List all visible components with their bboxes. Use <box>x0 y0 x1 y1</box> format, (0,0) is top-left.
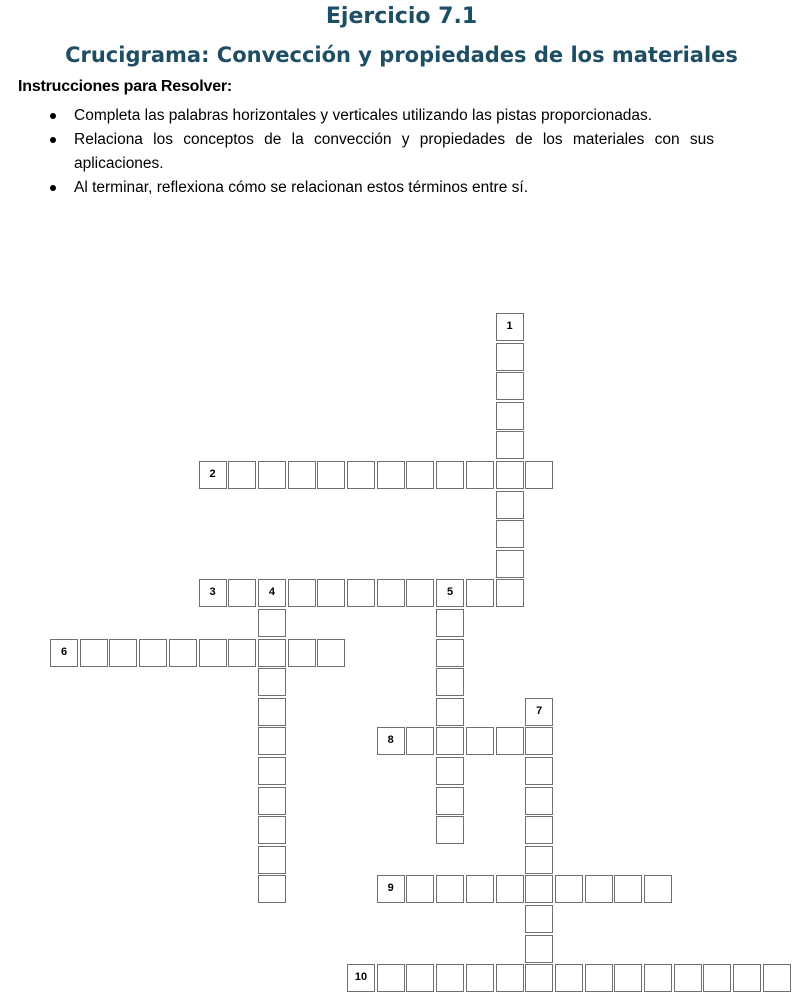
crossword-cell[interactable] <box>347 964 375 992</box>
crossword-cell[interactable] <box>139 639 167 667</box>
instruction-item: Relaciona los conceptos de la convección y propiedades de los materiales con sus aplicaciones. <box>50 128 714 176</box>
crossword-cell[interactable] <box>436 787 464 815</box>
crossword-cell[interactable] <box>50 639 78 667</box>
crossword-cell[interactable] <box>228 461 256 489</box>
crossword-cell[interactable] <box>555 964 583 992</box>
crossword-cell[interactable] <box>228 579 256 607</box>
clue-number: 8 <box>387 734 394 747</box>
crossword-cell[interactable] <box>496 491 524 519</box>
crossword-cell[interactable] <box>347 579 375 607</box>
crossword-cell[interactable] <box>436 816 464 844</box>
crossword-cell[interactable] <box>644 964 672 992</box>
crossword-cell[interactable] <box>466 461 494 489</box>
crossword-cell[interactable] <box>406 964 434 992</box>
crossword-cell[interactable] <box>525 846 553 874</box>
crossword-cell[interactable] <box>585 875 613 903</box>
clue-number: 3 <box>209 586 216 599</box>
exercise-title: Ejercicio 7.1 <box>325 4 478 29</box>
crossword-cell[interactable] <box>585 964 613 992</box>
crossword-cell[interactable] <box>377 727 405 755</box>
crossword-cell[interactable] <box>525 935 553 963</box>
crossword-cell[interactable] <box>466 875 494 903</box>
crossword-cell[interactable] <box>436 579 464 607</box>
crossword-cell[interactable] <box>347 461 375 489</box>
crossword-cell[interactable] <box>436 757 464 785</box>
clue-number: 2 <box>209 468 216 480</box>
crossword-cell[interactable] <box>496 550 524 578</box>
crossword-cell[interactable] <box>436 964 464 992</box>
crossword-cell[interactable] <box>258 579 286 607</box>
crossword-title: Crucigrama: Convección y propiedades de los materiales <box>65 43 738 67</box>
crossword-cell[interactable] <box>525 757 553 785</box>
crossword-cell[interactable] <box>525 905 553 933</box>
crossword-cell[interactable] <box>317 579 345 607</box>
crossword-cell[interactable] <box>258 461 286 489</box>
crossword-cell[interactable] <box>525 964 553 992</box>
crossword-cell[interactable] <box>733 964 761 992</box>
crossword-cell[interactable] <box>466 727 494 755</box>
crossword-cell[interactable] <box>377 461 405 489</box>
crossword-cell[interactable] <box>258 698 286 726</box>
crossword-cell[interactable] <box>109 639 137 667</box>
crossword-cell[interactable] <box>496 520 524 548</box>
crossword-cell[interactable] <box>466 964 494 992</box>
clue-number: 4 <box>268 586 275 599</box>
crossword-cell[interactable] <box>377 579 405 607</box>
crossword-cell[interactable] <box>525 816 553 844</box>
crossword-cell[interactable] <box>288 639 316 667</box>
crossword-cell[interactable] <box>436 668 464 696</box>
crossword-cell[interactable] <box>258 639 286 667</box>
crossword-cell[interactable] <box>436 461 464 489</box>
crossword-cell[interactable] <box>496 372 524 400</box>
crossword-cell[interactable] <box>763 964 791 992</box>
crossword-cell[interactable] <box>436 875 464 903</box>
crossword-cell[interactable] <box>496 579 524 607</box>
crossword-cell[interactable] <box>288 579 316 607</box>
crossword-cell[interactable] <box>496 727 524 755</box>
crossword-cell[interactable] <box>377 875 405 903</box>
crossword-cell[interactable] <box>466 579 494 607</box>
crossword-cell[interactable] <box>496 461 524 489</box>
crossword-cell[interactable] <box>496 875 524 903</box>
crossword-cell[interactable] <box>80 639 108 667</box>
clue-number: 9 <box>387 882 394 895</box>
crossword-cell[interactable] <box>317 639 345 667</box>
crossword-cell[interactable] <box>436 698 464 726</box>
clue-number: 1 <box>506 320 513 332</box>
crossword-cell[interactable] <box>436 639 464 667</box>
crossword-cell[interactable] <box>317 461 345 489</box>
crossword-cell[interactable] <box>199 461 227 489</box>
crossword-cell[interactable] <box>436 609 464 637</box>
crossword-cell[interactable] <box>525 727 553 755</box>
crossword-cell[interactable] <box>496 964 524 992</box>
clue-number: 7 <box>536 704 543 717</box>
crossword-cell[interactable] <box>525 875 553 903</box>
crossword-cell[interactable] <box>436 727 464 755</box>
crossword-cell[interactable] <box>228 639 256 667</box>
crossword-cell[interactable] <box>169 639 197 667</box>
crossword-cell[interactable] <box>525 461 553 489</box>
crossword-cell[interactable] <box>496 343 524 371</box>
crossword-cell[interactable] <box>258 816 286 844</box>
instruction-item: Completa las palabras horizontales y verticales utilizando las pistas proporcionadas. <box>50 104 714 128</box>
instructions-heading: Instrucciones para Resolver: <box>18 78 233 95</box>
clue-number: 10 <box>354 971 368 984</box>
crossword-cell[interactable] <box>674 964 702 992</box>
crossword-cell[interactable] <box>258 787 286 815</box>
crossword-cell[interactable] <box>496 313 524 341</box>
crossword-cell[interactable] <box>258 668 286 696</box>
crossword-cell[interactable] <box>406 727 434 755</box>
crossword-cell[interactable] <box>199 579 227 607</box>
crossword-cell[interactable] <box>614 964 642 992</box>
crossword-cell[interactable] <box>258 727 286 755</box>
crossword-cell[interactable] <box>406 579 434 607</box>
crossword-cell[interactable] <box>525 787 553 815</box>
crossword-cell[interactable] <box>288 461 316 489</box>
crossword-cell[interactable] <box>555 875 583 903</box>
crossword-cell[interactable] <box>496 402 524 430</box>
crossword-cell[interactable] <box>406 461 434 489</box>
crossword-cell[interactable] <box>614 875 642 903</box>
crossword-cell[interactable] <box>406 875 434 903</box>
crossword-cell[interactable] <box>258 609 286 637</box>
crossword-cell[interactable] <box>377 964 405 992</box>
clue-number: 5 <box>447 586 454 599</box>
crossword-cell[interactable] <box>496 431 524 459</box>
instruction-item: Al terminar, reflexiona cómo se relacionan estos términos entre sí. <box>50 176 714 200</box>
crossword-cell[interactable] <box>258 757 286 785</box>
crossword-cell[interactable] <box>199 639 227 667</box>
crossword-cell[interactable] <box>258 846 286 874</box>
crossword-cell[interactable] <box>703 964 731 992</box>
clue-number: 6 <box>60 645 68 658</box>
crossword-cell[interactable] <box>258 875 286 903</box>
crossword-cell[interactable] <box>644 875 672 903</box>
crossword-cell[interactable] <box>525 698 553 726</box>
